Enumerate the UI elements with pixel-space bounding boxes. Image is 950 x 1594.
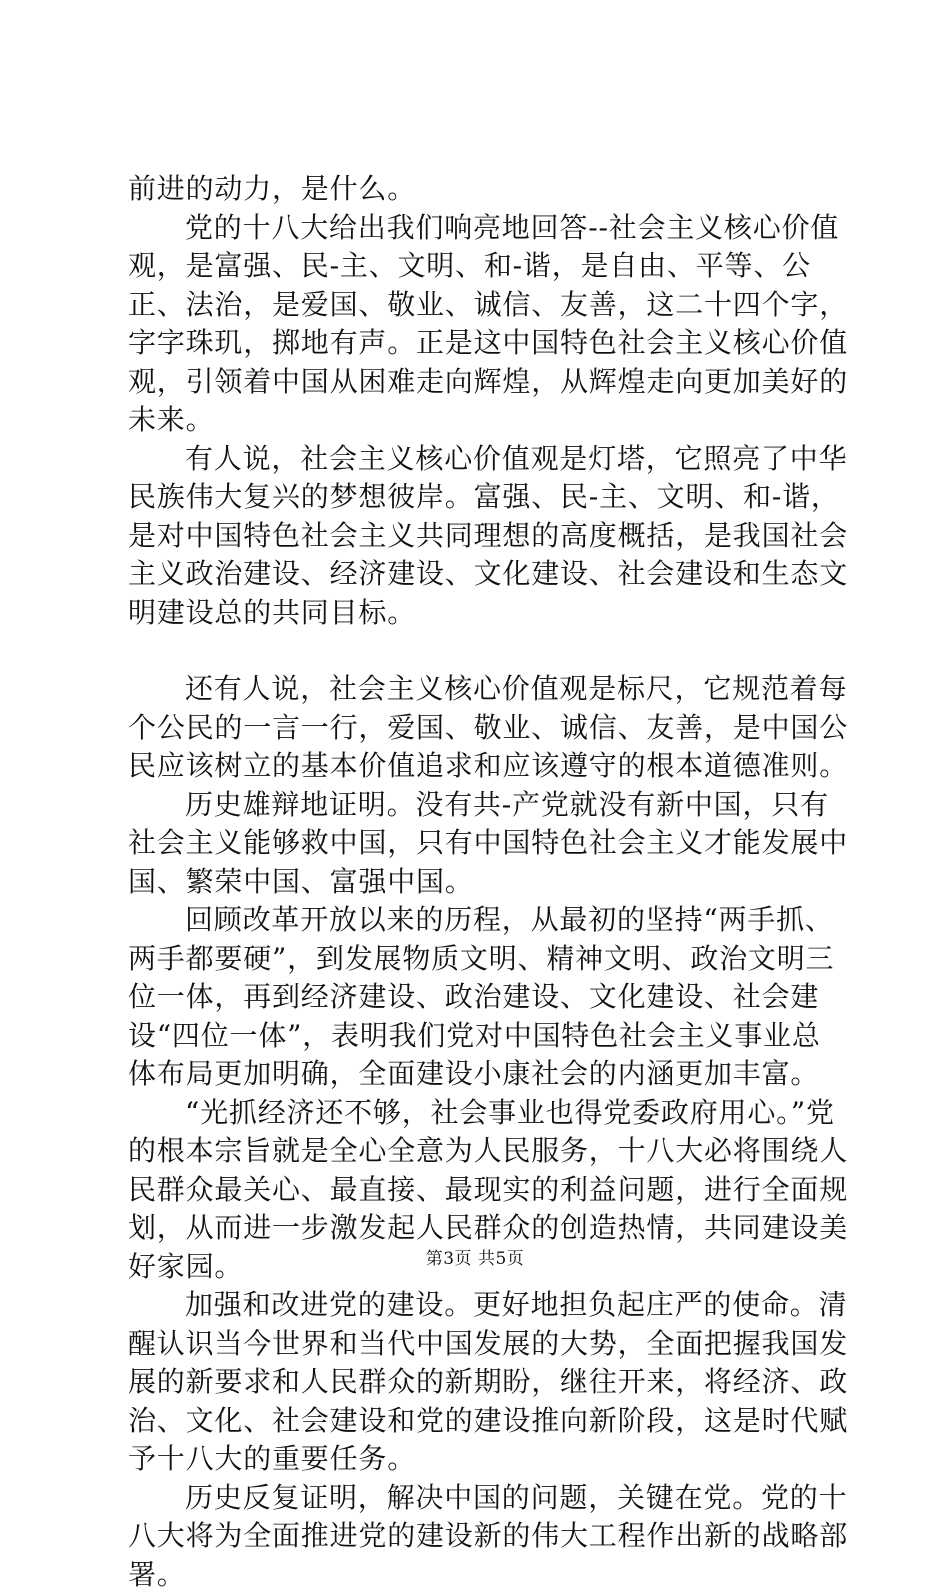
paragraph-yardstick: 还有人说，社会主义核心价值观是标尺，它规范着每个公民的一言一行，爱国、敬业、诚信、友善，是中国公民应该树立的基本价值追求和应该遵守的根本道德准则。 bbox=[128, 670, 848, 786]
paragraph-party-building: 加强和改进党的建设。更好地担负起庄严的使命。清醒认识当今世界和当代中国发展的大势，全面把握我国发展的新要求和人民群众的新期盼，继往开来，将经济、政治、文化、社会建设和党的建设推向新阶段，这是时代赋予十八大的重要任务。 bbox=[128, 1286, 848, 1479]
paragraph-social-affairs: “光抓经济还不够，社会事业也得党委政府用心。”党的根本宗旨就是全心全意为人民服务，十八大必将围绕人民群众最关心、最直接、最现实的利益问题，进行全面规划，从而进一步激发起人民群众的创造热情，共同建设美好家园。 bbox=[128, 1094, 848, 1287]
page-number-footer: 第3页 共5页 bbox=[0, 1244, 950, 1269]
document-body bbox=[128, 170, 848, 1594]
paragraph-key-in-party: 历史反复证明，解决中国的问题，关键在党。党的十八大将为全面推进党的建设新的伟大工程作出新的战略部署。 bbox=[128, 1479, 848, 1594]
paragraph-spacer bbox=[128, 632, 848, 670]
paragraph-core-values: 党的十八大给出我们响亮地回答--社会主义核心价值观，是富强、民-主、文明、和-谐，是自由、平等、公正、法治，是爱国、敬业、诚信、友善，这二十四个字，字字珠玑，掷地有声。正是这中国特色社会主义核心价值观，引领着中国从困难走向辉煌，从辉煌走向更加美好的未来。 bbox=[128, 209, 848, 440]
paragraph-lighthouse: 有人说，社会主义核心价值观是灯塔，它照亮了中华民族伟大复兴的梦想彼岸。富强、民-主、文明、和-谐，是对中国特色社会主义共同理想的高度概括，是我国社会主义政治建设、经济建设、文化建设、社会建设和生态文明建设总的共同目标。 bbox=[128, 440, 848, 633]
paragraph-reform-review: 回顾改革开放以来的历程，从最初的坚持“两手抓、两手都要硬”，到发展物质文明、精神文明、政治文明三位一体，再到经济建设、政治建设、文化建设、社会建设“四位一体”，表明我们党对中国特色社会主义事业总体布局更加明确，全面建设小康社会的内涵更加丰富。 bbox=[128, 901, 848, 1094]
paragraph-history-proof: 历史雄辩地证明。没有共-产党就没有新中国，只有社会主义能够救中国，只有中国特色社会主义才能发展中国、繁荣中国、富强中国。 bbox=[128, 786, 848, 902]
paragraph-continuation: 前进的动力，是什么。 bbox=[128, 170, 848, 209]
